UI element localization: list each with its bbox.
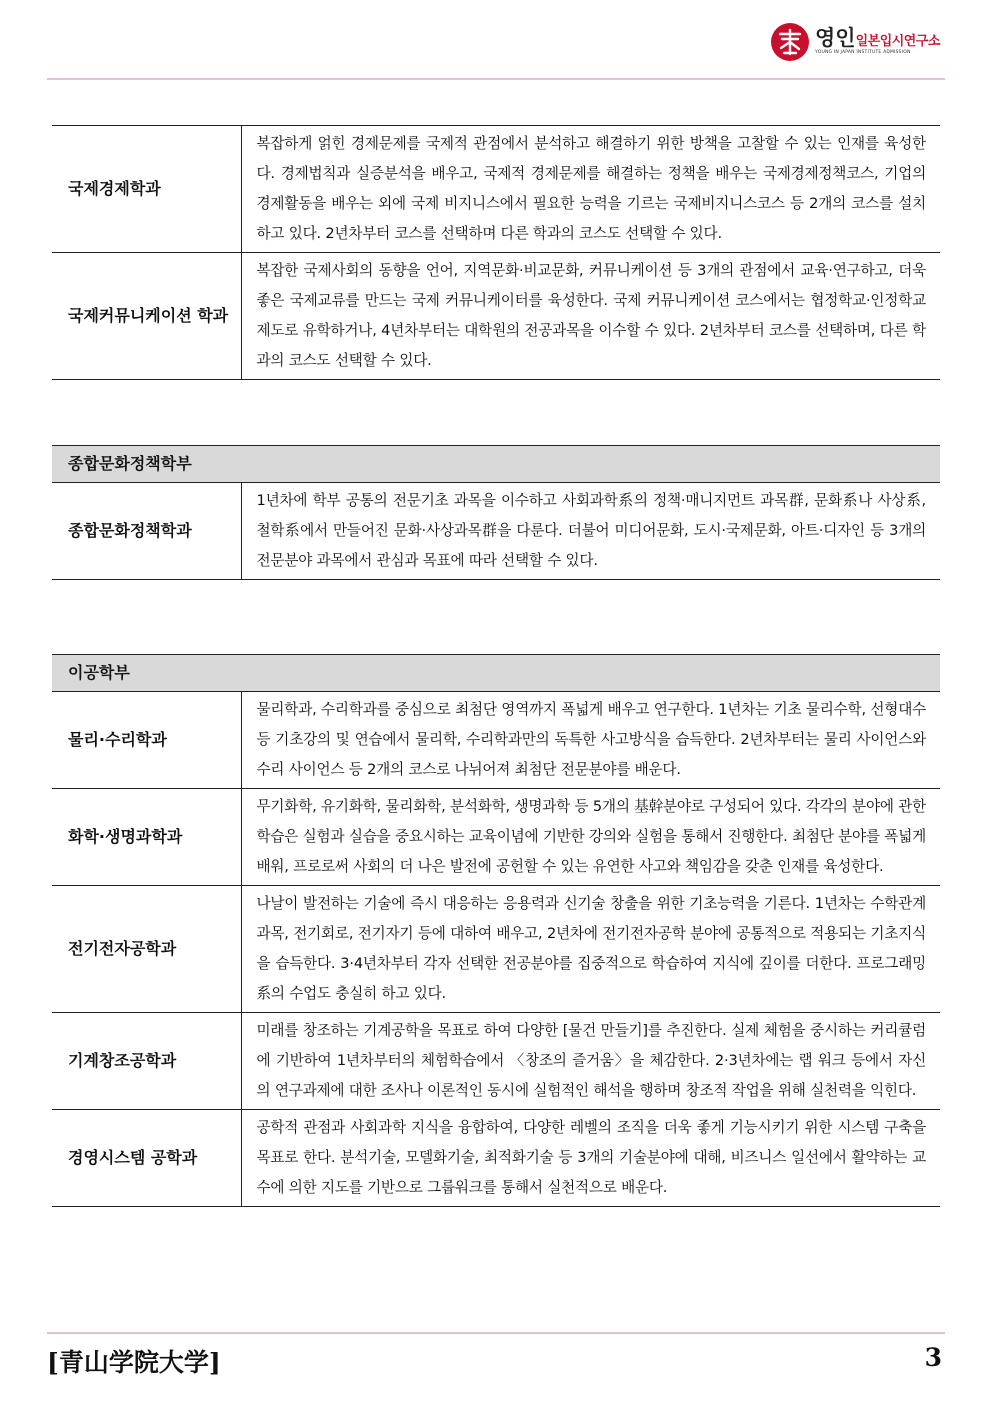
- table-row: [52, 253, 940, 380]
- logo-seal-icon: [770, 22, 810, 62]
- department-description: 무기화학, 유기화학, 물리화학, 분석화학, 생명과학 등 5개의 基幹분야로 구성되어 있다. 각각의 분야에 관한 학습은 실험과 실습을 중요시하는 교육이념에 기반한 강의와 실험을 통해서 진행한다. 최첨단 분야를 폭넓게 배워, 프로로써 사회의 더 나은 발전에 공헌할 수 있는 유연한 사고와 책임감을 갖춘 인재를 육성한다.: [241, 789, 940, 886]
- table-row: [52, 789, 940, 886]
- table-row: [52, 483, 940, 580]
- department-name: 경영시스템 공학과: [52, 1110, 241, 1207]
- department-table-culture: [52, 445, 940, 580]
- department-name: 화학·생명과학과: [52, 789, 241, 886]
- section-header-row: [52, 446, 940, 483]
- table-row: [52, 126, 940, 253]
- department-description: 공학적 관점과 사회과학 지식을 융합하여, 다양한 레벨의 조직을 더욱 좋게 기능시키기 위한 시스템 구축을 목표로 한다. 분석기술, 모델화기술, 최적화기술 등 3개의 기술분야에 대해, 비즈니스 일선에서 활약하는 교수에 의한 지도를 기반으로 그룹워크를 통해서 실천적으로 배운다.: [241, 1110, 940, 1207]
- table-row: [52, 692, 940, 789]
- department-description: 복잡하게 얽힌 경제문제를 국제적 관점에서 분석하고 해결하기 위한 방책을 고찰할 수 있는 인재를 육성한다. 경제법칙과 실증분석을 배우고, 국제적 경제문제를 해결하는 정책을 배우는 국제경제정책코스, 기업의 경제활동을 배우는 외에 국제 비지니스에서 필요한 능력을 기르는 국제비지니스코스 등 2개의 코스를 설치하고 있다. 2년차부터 코스를 선택하며 다른 학과의 코스도 선택할 수 있다.: [241, 126, 940, 253]
- department-description: 1년차에 학부 공통의 전문기초 과목을 이수하고 사회과학系의 정책·매니지먼트 과목群, 문화系나 사상系, 철학系에서 만들어진 문화·사상과목群을 다룬다. 더불어 미디어문화, 도시·국제문화, 아트·디자인 등 3개의 전문분야 과목에서 관심과 목표에 따라 선택할 수 있다.: [241, 483, 940, 580]
- logo-brand: 영인: [815, 26, 856, 51]
- header-divider: [47, 78, 945, 80]
- department-name: 기계창조공학과: [52, 1013, 241, 1110]
- department-description: 물리학과, 수리학과를 중심으로 최첨단 영역까지 폭넓게 배우고 연구한다. 1년차는 기초 물리수학, 선형대수 등 기초강의 및 연습에서 물리학, 수리학과만의 독특한 사고방식을 습득한다. 2년차부터는 물리 사이언스와 수리 사이언스 등 2개의 코스로 나뉘어져 최첨단 전문분야를 배운다.: [241, 692, 940, 789]
- department-description: 나날이 발전하는 기술에 즉시 대응하는 응용력과 신기술 창출을 위한 기초능력을 기른다. 1년차는 수학관계 과목, 전기회로, 전기자기 등에 대하여 배우고, 2년차에 전기전자공학 분야에 공통적으로 적용되는 기초지식을 습득한다. 3·4년차부터 각자 선택한 전공분야를 집중적으로 학습하여 지식에 깊이를 더한다. 프로그래밍系의 수업도 충실히 하고 있다.: [241, 886, 940, 1013]
- page-number: 3: [924, 1343, 942, 1372]
- department-description: 미래를 창조하는 기계공학을 목표로 하여 다양한 [물건 만들기]를 추진한다. 실제 체험을 중시하는 커리큘럼에 기반하여 1년차부터의 체험학습에서 〈창조의 즐거움〉을 체감한다. 2·3년차에는 랩 워크 등에서 자신의 연구과제에 대한 조사나 이론적인 동시에 실험적인 해석을 행하며 창조적 작업을 위해 실천력을 익힌다.: [241, 1013, 940, 1110]
- logo-name: 일본입시연구소: [855, 34, 940, 50]
- logo-subtitle: YOUNG IN JAPAN INSTITUTE ADMISSION: [815, 50, 911, 56]
- department-name: 국제커뮤니케이션 학과: [52, 253, 241, 380]
- section-title: 종합문화정책학부: [52, 446, 940, 483]
- table-row: [52, 1013, 940, 1110]
- department-description: 복잡한 국제사회의 동향을 언어, 지역문화·비교문화, 커뮤니케이션 등 3개의 관점에서 교육·연구하고, 더욱 좋은 국제교류를 만드는 국제 커뮤니케이터를 육성한다. 국제 커뮤니케이션 코스에서는 협정학교·인정학교 제도로 유학하거나, 4년차부터는 대학원의 전공과목을 이수할 수 있다. 2년차부터 코스를 선택하며, 다른 학과의 코스도 선택할 수 있다.: [241, 253, 940, 380]
- department-name: 전기전자공학과: [52, 886, 241, 1013]
- footer-divider: [47, 1332, 945, 1334]
- footer-university: [青山学院大学]: [47, 1348, 221, 1377]
- table-row: [52, 886, 940, 1013]
- logo-text: [815, 28, 940, 56]
- department-name: 종합문화정책학과: [52, 483, 241, 580]
- table-row: [52, 1110, 940, 1207]
- department-table-international: [52, 125, 940, 380]
- department-name: 물리·수리학과: [52, 692, 241, 789]
- department-table-science: [52, 654, 940, 1207]
- department-name: 국제경제학과: [52, 126, 241, 253]
- section-header-row: [52, 655, 940, 692]
- page-header: [0, 0, 992, 80]
- logo: [770, 22, 940, 62]
- section-title: 이공학부: [52, 655, 940, 692]
